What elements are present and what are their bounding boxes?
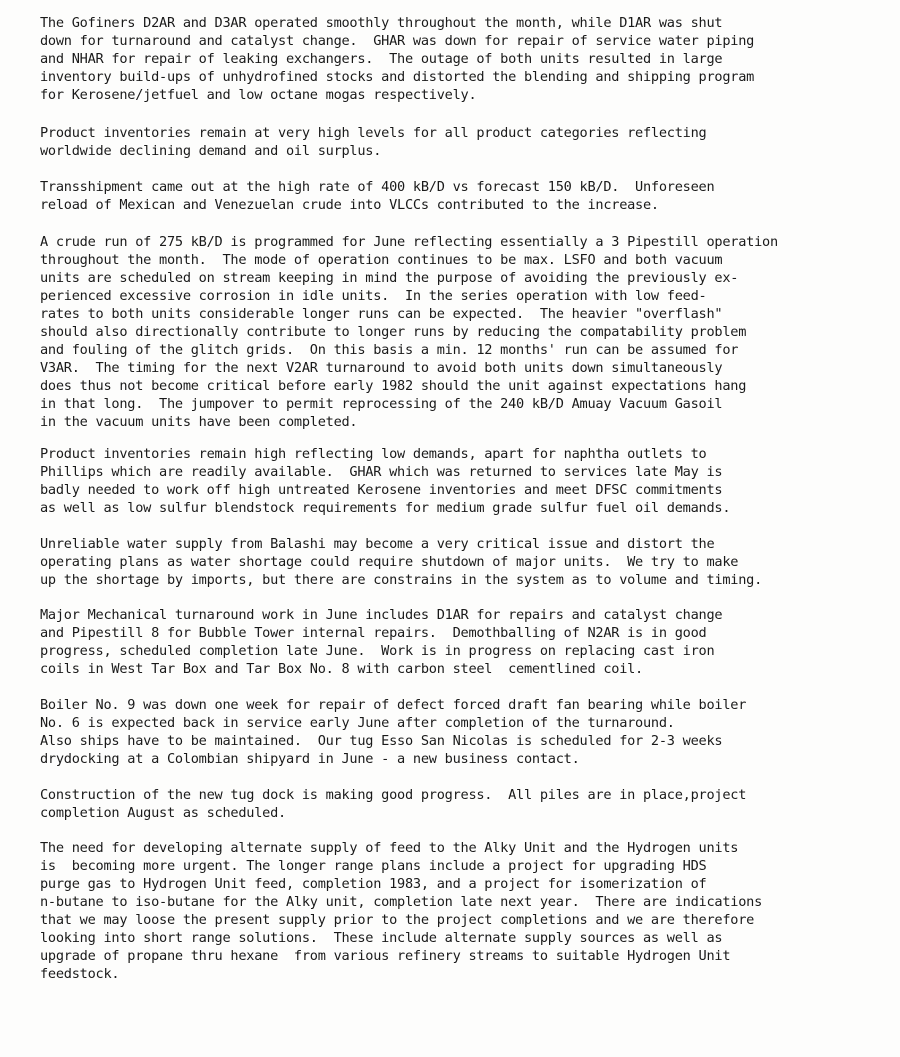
text-line: Boiler No. 9 was down one week for repair of defect forced draft fan bearing while boiler bbox=[40, 697, 747, 713]
text-line: does thus not become critical before early 1982 should the unit against expectations hang bbox=[40, 378, 747, 394]
text-line: worldwide declining demand and oil surplus. bbox=[40, 143, 382, 159]
paragraph-transshipment bbox=[40, 178, 714, 214]
text-line: looking into short range solutions. These include alternate supply sources as well as bbox=[40, 930, 723, 946]
paragraph-alternate-supply bbox=[40, 839, 762, 983]
text-line: Construction of the new tug dock is making good progress. All piles are in place,project bbox=[40, 787, 747, 803]
paragraph-water-supply bbox=[40, 535, 762, 589]
text-line: operating plans as water shortage could require shutdown of major units. We try to make bbox=[40, 554, 739, 570]
paragraph-tug-dock bbox=[40, 786, 746, 822]
text-line: Unreliable water supply from Balashi may become a very critical issue and distort the bbox=[40, 536, 715, 552]
text-line: throughout the month. The mode of operation continues to be max. LSFO and both vacuum bbox=[40, 252, 723, 268]
text-line: No. 6 is expected back in service early June after completion of the turnaround. bbox=[40, 715, 675, 731]
text-line: that we may loose the present supply prior to the project completions and we are therefore bbox=[40, 912, 755, 928]
paragraph-gofiners bbox=[40, 14, 754, 104]
text-line: rates to both units considerable longer runs can be expected. The heavier "overflash" bbox=[40, 306, 723, 322]
paragraph-crude-run bbox=[40, 233, 778, 431]
paragraph-product-inventories bbox=[40, 124, 706, 160]
text-line: badly needed to work off high untreated Kerosene inventories and meet DFSC commitments bbox=[40, 482, 723, 498]
text-line: as well as low sulfur blendstock requirements for medium grade sulfur fuel oil demands. bbox=[40, 500, 731, 516]
text-line: and NHAR for repair of leaking exchangers. The outage of both units resulted in large bbox=[40, 51, 723, 67]
text-line: drydocking at a Colombian shipyard in June - a new business contact. bbox=[40, 751, 580, 767]
text-line: n-butane to iso-butane for the Alky unit, completion late next year. There are indications bbox=[40, 894, 763, 910]
text-line: Product inventories remain high reflecting low demands, apart for naphtha outlets to bbox=[40, 446, 707, 462]
text-line: feedstock. bbox=[40, 966, 120, 982]
text-line: progress, scheduled completion late June. Work is in progress on replacing cast iron bbox=[40, 643, 715, 659]
text-line: Transshipment came out at the high rate of 400 kB/D vs forecast 150 kB/D. Unforeseen bbox=[40, 179, 715, 195]
text-line: units are scheduled on stream keeping in mind the purpose of avoiding the previously ex- bbox=[40, 270, 739, 286]
text-line: Major Mechanical turnaround work in June includes D1AR for repairs and catalyst change bbox=[40, 607, 723, 623]
text-line: purge gas to Hydrogen Unit feed, completion 1983, and a project for isomerization of bbox=[40, 876, 707, 892]
text-line: down for turnaround and catalyst change. GHAR was down for repair of service water piping bbox=[40, 33, 755, 49]
text-line: should also directionally contribute to longer runs by reducing the compatability problem bbox=[40, 324, 747, 340]
text-line: perienced excessive corrosion in idle units. In the series operation with low feed- bbox=[40, 288, 707, 304]
text-line: Product inventories remain at very high levels for all product categories reflecting bbox=[40, 125, 707, 141]
text-line: upgrade of propane thru hexane from various refinery streams to suitable Hydrogen Unit bbox=[40, 948, 731, 964]
paragraph-mechanical-turnaround bbox=[40, 606, 722, 678]
text-line: and Pipestill 8 for Bubble Tower internal repairs. Demothballing of N2AR is in good bbox=[40, 625, 707, 641]
text-line: coils in West Tar Box and Tar Box No. 8 with carbon steel cementlined coil. bbox=[40, 661, 643, 677]
paragraph-boilers-ships bbox=[40, 696, 746, 768]
text-line: The need for developing alternate supply of feed to the Alky Unit and the Hydrogen units bbox=[40, 840, 739, 856]
text-line: in that long. The jumpover to permit reprocessing of the 240 kB/D Amuay Vacuum Gasoil bbox=[40, 396, 723, 412]
text-line: Phillips which are readily available. GHAR which was returned to services late May is bbox=[40, 464, 723, 480]
text-line: V3AR. The timing for the next V2AR turnaround to avoid both units down simultaneously bbox=[40, 360, 723, 376]
text-line: up the shortage by imports, but there are constrains in the system as to volume and timing. bbox=[40, 572, 763, 588]
text-line: completion August as scheduled. bbox=[40, 805, 286, 821]
text-line: The Gofiners D2AR and D3AR operated smoothly throughout the month, while D1AR was shut bbox=[40, 15, 723, 31]
text-line: Also ships have to be maintained. Our tug Esso San Nicolas is scheduled for 2-3 weeks bbox=[40, 733, 723, 749]
text-line: inventory build-ups of unhydrofined stocks and distorted the blending and shipping program bbox=[40, 69, 755, 85]
text-line: A crude run of 275 kB/D is programmed for June reflecting essentially a 3 Pipestill operation bbox=[40, 234, 778, 250]
text-line: reload of Mexican and Venezuelan crude into VLCCs contributed to the increase. bbox=[40, 197, 659, 213]
paragraph-product-demands bbox=[40, 445, 730, 517]
text-line: in the vacuum units have been completed. bbox=[40, 414, 358, 430]
text-line: for Kerosene/jetfuel and low octane mogas respectively. bbox=[40, 87, 477, 103]
text-line: and fouling of the glitch grids. On this basis a min. 12 months' run can be assumed for bbox=[40, 342, 739, 358]
text-line: is becoming more urgent. The longer range plans include a project for upgrading HDS bbox=[40, 858, 707, 874]
